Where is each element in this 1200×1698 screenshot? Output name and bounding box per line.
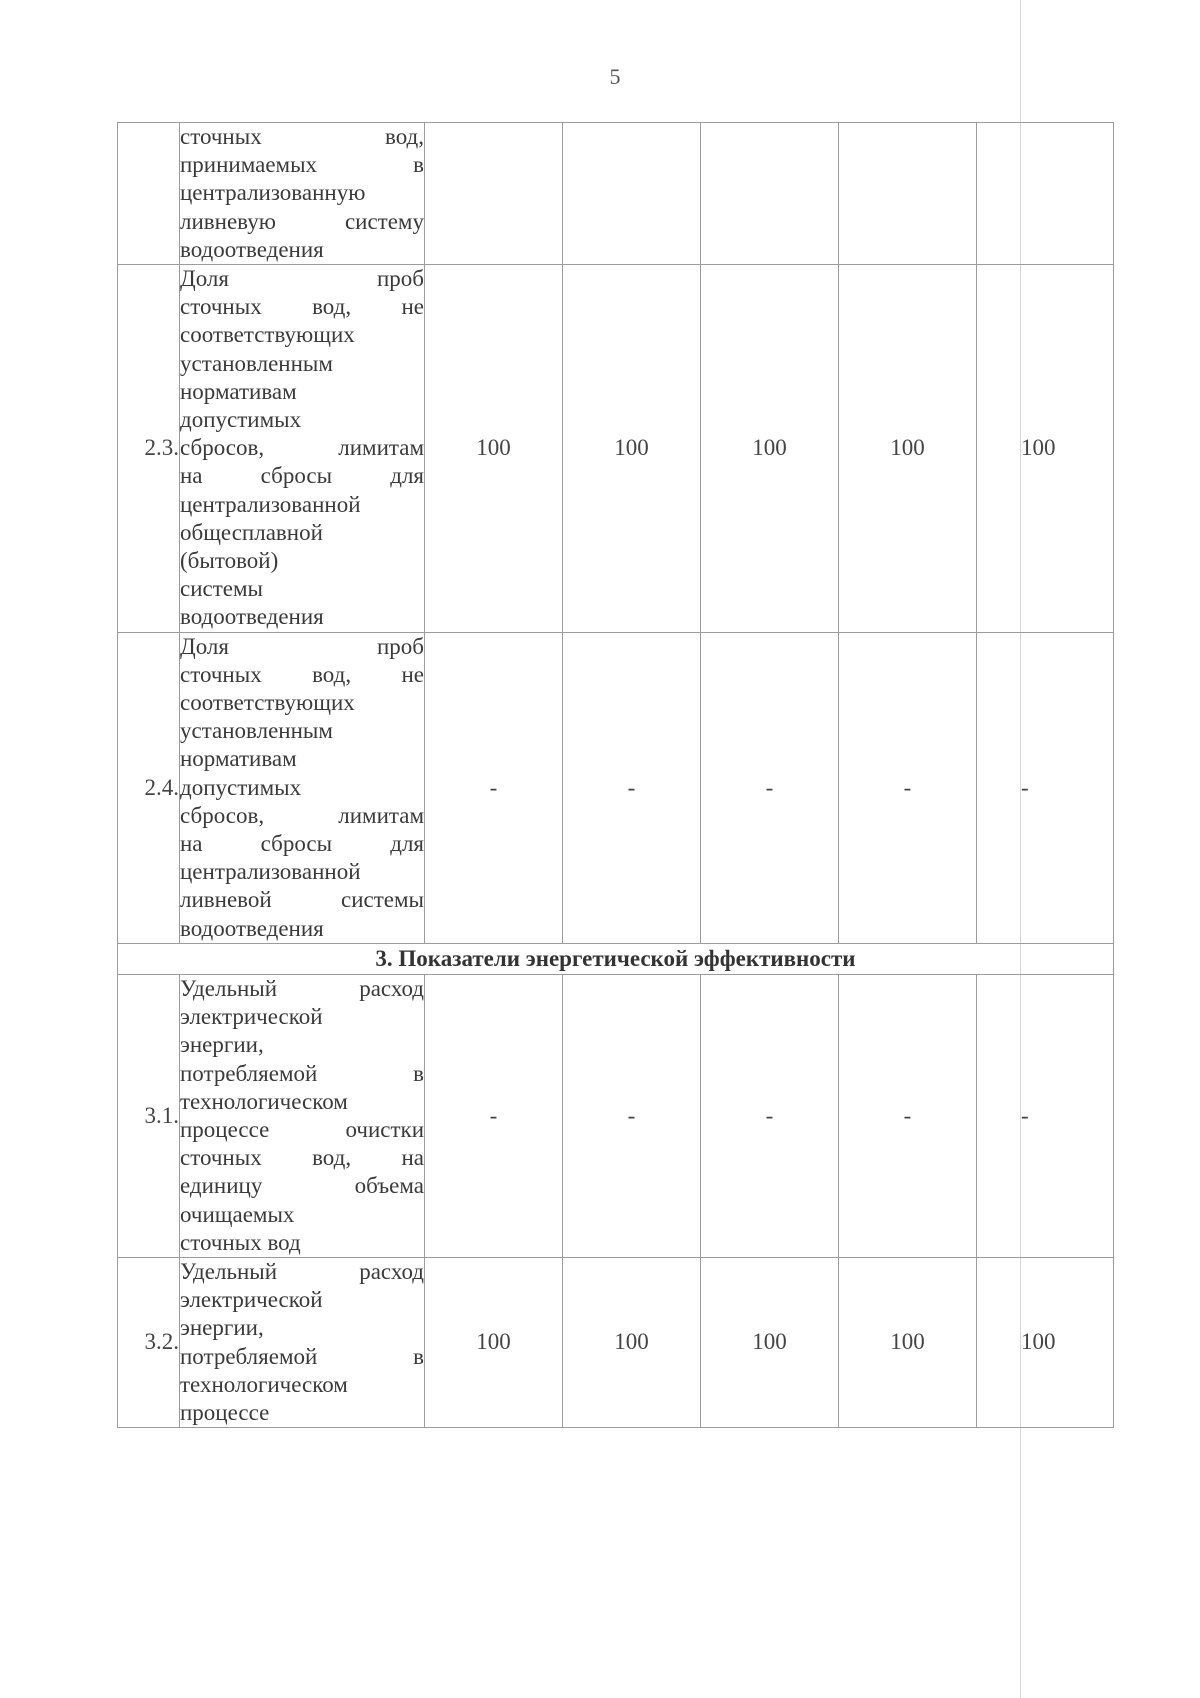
value-cell-year-2: - <box>563 974 701 1257</box>
page-number: 5 <box>609 64 621 89</box>
value-cell-year-1: 100 <box>425 265 563 633</box>
value-cell-year-1 <box>425 123 563 265</box>
value-cell-year-3: 100 <box>701 1257 839 1427</box>
value-cell-year-3: 100 <box>701 265 839 633</box>
description-line: допустимых <box>180 407 302 433</box>
table-body <box>118 123 1114 1428</box>
value-cell-year-4 <box>839 123 977 265</box>
row-number: 3.1. <box>118 974 180 1257</box>
description-line: принимаемых в <box>180 152 424 178</box>
indicator-description <box>180 1257 425 1427</box>
description-line: сбросов, лимитам <box>180 435 424 461</box>
description-line: сточных вод, не <box>180 661 424 687</box>
value-cell-year-4: 100 <box>839 1257 977 1427</box>
value-cell-year-4: - <box>839 974 977 1257</box>
indicators-table <box>117 122 1114 1428</box>
description-line: общесплавной <box>180 519 323 545</box>
description-line: единицу объема <box>180 1173 424 1199</box>
description-line: процессе <box>180 1399 270 1425</box>
value-cell-year-4: - <box>839 632 977 943</box>
description-line: сточных вод <box>180 1229 301 1255</box>
description-line: потребляемой в <box>180 1343 424 1369</box>
description-line: технологическом <box>180 1371 348 1397</box>
description-line: системы <box>180 576 263 602</box>
description-line: ливневой системы <box>180 887 424 913</box>
description-line: технологическом <box>180 1088 348 1114</box>
indicator-description <box>180 265 425 633</box>
table-row <box>118 123 1114 265</box>
description-line: сточных вод, на <box>180 1145 424 1171</box>
value-cell-year-5: - <box>977 632 1114 943</box>
description-line: электрической <box>180 1287 323 1313</box>
row-number: 3.2. <box>118 1257 180 1427</box>
value-cell-year-5 <box>977 123 1114 265</box>
value-cell-year-1: 100 <box>425 1257 563 1427</box>
description-line: централизованную <box>180 180 366 206</box>
row-number: 2.4. <box>118 632 180 943</box>
description-line: энергии, <box>180 1315 264 1341</box>
description-line: сбросов, лимитам <box>180 802 424 828</box>
table-row <box>118 632 1114 943</box>
value-cell-year-5: 100 <box>977 1257 1114 1427</box>
value-cell-year-2 <box>563 123 701 265</box>
row-number <box>118 123 180 265</box>
description-line: на сбросы для <box>180 831 424 857</box>
table-row <box>118 1257 1114 1427</box>
description-line: соответствующих <box>180 322 355 348</box>
description-line: водоотведения <box>180 236 324 262</box>
table-row <box>118 974 1114 1257</box>
description-line: нормативам <box>180 746 297 772</box>
description-line: процессе очистки <box>180 1116 424 1142</box>
description-line: очищаемых <box>180 1201 295 1227</box>
description-line: Доля проб <box>180 633 424 659</box>
indicator-description <box>180 974 425 1257</box>
description-line: потребляемой в <box>180 1060 424 1086</box>
value-cell-year-2: - <box>563 632 701 943</box>
description-line: сточных вод, не <box>180 294 424 320</box>
description-line: централизованной <box>180 859 361 885</box>
value-cell-year-5: 100 <box>977 265 1114 633</box>
value-cell-year-3 <box>701 123 839 265</box>
description-line: сточных вод, <box>180 124 424 149</box>
value-cell-year-1: - <box>425 632 563 943</box>
description-line: на сбросы для <box>180 463 424 489</box>
indicator-description <box>180 123 425 265</box>
description-line: Доля проб <box>180 266 424 292</box>
value-cell-year-3: - <box>701 632 839 943</box>
description-line: установленным <box>180 350 333 376</box>
description-line: электрической <box>180 1004 323 1030</box>
description-line: энергии, <box>180 1032 264 1058</box>
indicator-description <box>180 632 425 943</box>
description-line: водоотведения <box>180 915 324 941</box>
value-cell-year-4: 100 <box>839 265 977 633</box>
section-title: 3. Показатели энергетической эффективности <box>118 943 1114 974</box>
description-line: Удельный расход <box>180 975 424 1001</box>
description-line: ливневую систему <box>180 208 424 234</box>
description-line: соответствующих <box>180 690 355 716</box>
section-header-row <box>118 943 1114 974</box>
value-cell-year-1: - <box>425 974 563 1257</box>
description-line: Удельный расход <box>180 1258 424 1284</box>
value-cell-year-2: 100 <box>563 1257 701 1427</box>
description-line: водоотведения <box>180 604 324 630</box>
row-number: 2.3. <box>118 265 180 633</box>
value-cell-year-3: - <box>701 974 839 1257</box>
description-line: допустимых <box>180 774 302 800</box>
description-line: нормативам <box>180 378 297 404</box>
value-cell-year-2: 100 <box>563 265 701 633</box>
description-line: установленным <box>180 718 333 744</box>
value-cell-year-5: - <box>977 974 1114 1257</box>
table-row <box>118 265 1114 633</box>
description-line: централизованной <box>180 491 361 517</box>
description-line: (бытовой) <box>180 548 279 574</box>
